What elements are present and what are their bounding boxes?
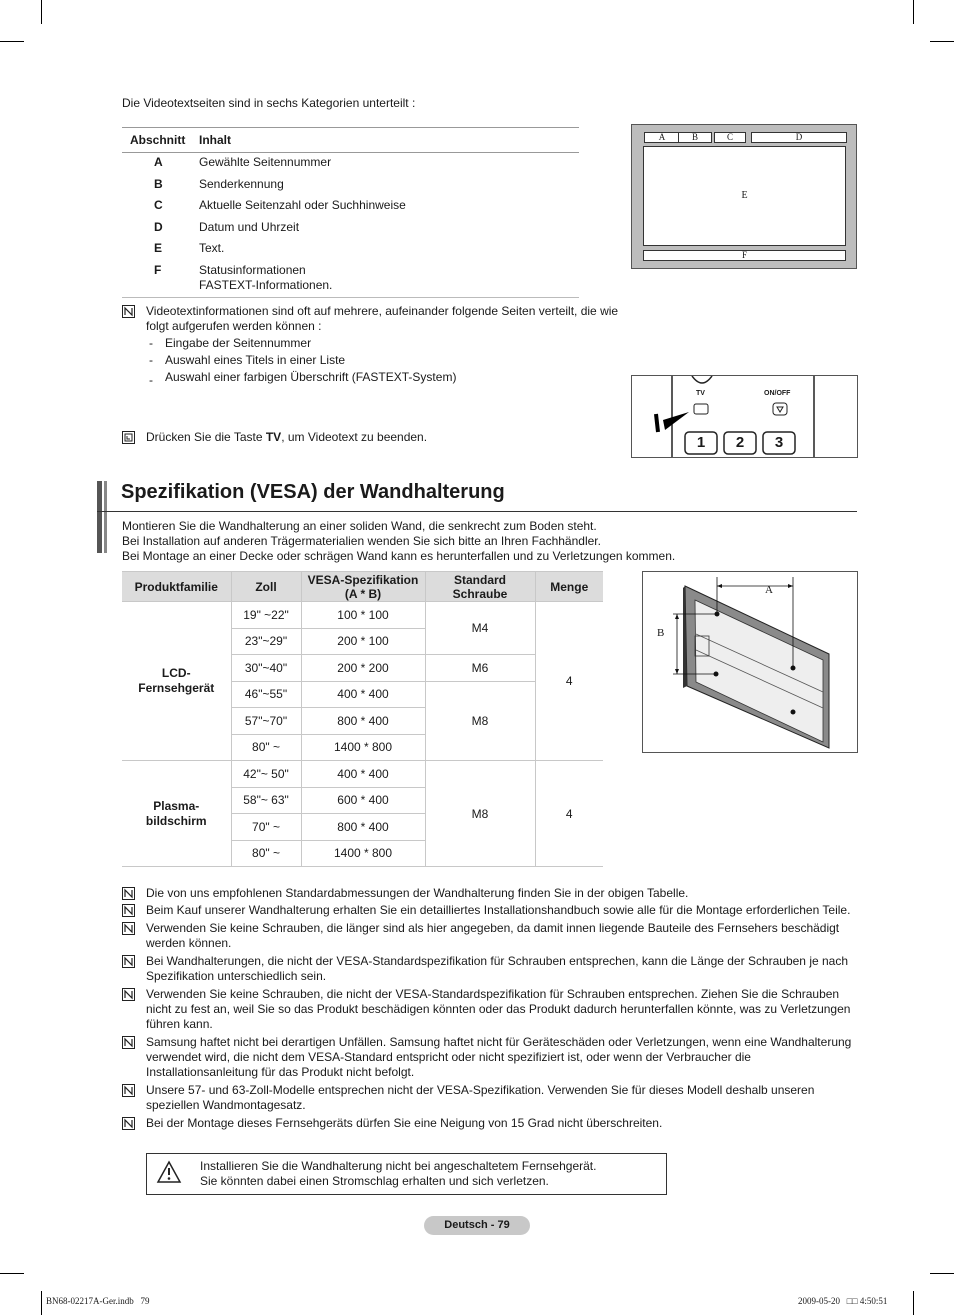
field-e: E	[643, 146, 846, 246]
cell-vesa: 800 * 400	[301, 814, 425, 841]
crop-mark	[41, 0, 42, 24]
cell-vesa: 1400 * 800	[301, 734, 425, 761]
divider	[122, 297, 579, 298]
cell-screw: M8	[425, 681, 535, 761]
dim-b-label: B	[657, 627, 665, 639]
cell-screw: M6	[425, 655, 535, 682]
note-icon	[122, 988, 135, 1001]
page-number-badge: Deutsch - 79	[424, 1216, 530, 1235]
footer-right: 2009-05-20 □□ 4:50:51	[798, 1296, 888, 1306]
tv-key: TV	[265, 430, 282, 444]
cell-vesa: 200 * 200	[301, 655, 425, 682]
list-item: - Eingabe der Seitennummer	[149, 336, 312, 350]
section-marker	[104, 481, 107, 553]
family-lcd: LCD-Fernsehgerät	[122, 602, 231, 761]
category-text: Statusinformationen	[199, 262, 306, 277]
tv-back-graphic	[643, 572, 857, 752]
col-header: VESA-Spezifikation (A * B)	[301, 572, 425, 602]
note-tv: Drücken Sie die Taste TV, um Videotext zu beenden.	[122, 430, 606, 445]
note-icon	[122, 305, 135, 318]
cell-vesa: 800 * 400	[301, 708, 425, 735]
col-header: Menge	[535, 572, 603, 602]
note-icon	[122, 922, 135, 935]
category-text-extra: FASTEXT-Informationen.	[199, 277, 333, 292]
desc-line: Bei Montage an einer Decke oder schrägen Wand kann es herunterfallen und zu Verletzungen kommen.	[122, 549, 676, 563]
header-section: Abschnitt	[130, 133, 186, 147]
crop-mark	[913, 1291, 914, 1315]
description	[122, 519, 842, 564]
note-icon	[122, 887, 135, 900]
vesa-table	[122, 571, 603, 867]
cell-vesa: 600 * 400	[301, 787, 425, 814]
list-item: Bei der Montage dieses Fernsehgeräts dürfen Sie eine Neigung von 15 Grad nicht überschreiten.	[122, 1116, 857, 1131]
cell-qty: 4	[535, 761, 603, 867]
cell-vesa: 100 * 100	[301, 602, 425, 629]
field-d: D	[751, 132, 847, 143]
note-pages-text: Videotextinformationen sind oft auf mehrere, aufeinander folgende Seiten verteilt, die wie folgt aufgerufen werden können :	[146, 304, 619, 333]
list-item: - Auswahl einer farbigen Überschrift (FASTEXT-System)	[149, 370, 457, 387]
field-c: C	[714, 132, 746, 143]
category-row	[122, 239, 579, 261]
crop-mark	[930, 1273, 954, 1274]
category-text: Text.	[199, 241, 225, 255]
category-row	[122, 261, 579, 298]
note-icon	[122, 904, 135, 917]
category-key: C	[154, 198, 163, 212]
cell-vesa: 200 * 100	[301, 628, 425, 655]
category-row	[122, 218, 579, 240]
cell-vesa: 400 * 400	[301, 761, 425, 788]
col-header: Produktfamilie	[122, 572, 231, 602]
list-item: Unsere 57- und 63-Zoll-Modelle entsprechen nicht der VESA-Spezifikation. Verwenden Sie für dieses Modell deshalb unseren speziellen Wandmontagesatz.	[122, 1083, 857, 1113]
cell-zoll: 46"~55"	[231, 681, 301, 708]
list-item: Samsung haftet nicht bei derartigen Unfällen. Samsung haftet nicht für Geräteschäden oder Verletzungen, wenn eine Wandhalterung verwendet wird, die nicht dem VESA-Standard entspricht oder nicht spezifiziert ist, oder wenn der Verbraucher die Installationsanleitung für das Produkt nicht befolgt.	[122, 1035, 857, 1080]
crop-mark	[41, 1291, 42, 1315]
cell-zoll: 23"~29"	[231, 628, 301, 655]
cell-screw: M8	[425, 761, 535, 867]
cell-vesa: 1400 * 800	[301, 840, 425, 867]
crop-mark	[930, 41, 954, 42]
onoff-button-label: ON/OFF	[764, 390, 791, 397]
cell-zoll: 80" ~	[231, 840, 301, 867]
list-item: Bei Wandhalterungen, die nicht der VESA-Standardspezifikation für Schrauben entsprechen, kann die Länge der Schrauben je nach Spezifikation unterschiedlich sein.	[122, 954, 857, 984]
teletext-diagram	[631, 124, 857, 269]
key-1: 1	[696, 434, 706, 451]
table-row	[122, 761, 603, 788]
category-row	[122, 175, 579, 197]
note-pages	[122, 304, 636, 334]
footer-left: BN68-02217A-Ger.indb 79	[46, 1296, 150, 1306]
section-marker	[97, 481, 102, 553]
notes-list	[122, 886, 857, 1131]
category-table	[122, 127, 579, 298]
bullet-list	[149, 336, 549, 387]
tv-button-label: TV	[696, 390, 705, 397]
category-row	[122, 153, 579, 175]
key-3: 3	[774, 434, 784, 451]
crop-mark	[0, 41, 24, 42]
key-2: 2	[735, 434, 745, 451]
category-text: Senderkennung	[199, 176, 284, 191]
category-text: Gewählte Seitennummer	[199, 155, 332, 169]
dim-a-label: A	[765, 584, 773, 596]
header-content: Inhalt	[199, 133, 231, 147]
desc-line: Montieren Sie die Wandhalterung an einer soliden Wand, die senkrecht zum Boden steht.	[122, 519, 597, 533]
intro-text: Die Videotextseiten sind in sechs Kategorien unterteilt :	[122, 96, 416, 110]
cell-zoll: 80" ~	[231, 734, 301, 761]
cell-zoll: 70" ~	[231, 814, 301, 841]
cell-zoll: 30"~40"	[231, 655, 301, 682]
category-key: A	[154, 155, 163, 169]
warning-icon	[156, 1160, 182, 1184]
cell-vesa: 400 * 400	[301, 681, 425, 708]
category-text: Datum und Uhrzeit	[199, 219, 300, 234]
cell-qty: 4	[535, 602, 603, 761]
wall-mount-diagram	[642, 571, 858, 753]
list-item: Die von uns empfohlenen Standardabmessungen der Wandhalterung finden Sie in der obigen Tabelle.	[122, 886, 857, 901]
field-f: F	[643, 250, 846, 261]
list-item: Verwenden Sie keine Schrauben, die länger sind als hier angegeben, da damit innen liegende Bauteile des Fernsehers beschädigt werden können.	[122, 921, 857, 951]
crop-mark	[913, 0, 914, 24]
category-key: F	[154, 262, 162, 277]
exit-note-icon	[122, 431, 135, 444]
note-icon	[122, 1036, 135, 1049]
note-icon	[122, 1117, 135, 1130]
list-item: - Auswahl eines Titels in einer Liste	[149, 353, 346, 367]
category-key: E	[154, 241, 163, 255]
category-key: D	[154, 219, 163, 234]
field-b: B	[678, 132, 712, 143]
family-plasma: Plasma-bildschirm	[122, 761, 231, 867]
col-header: Standard Schraube	[425, 572, 535, 602]
title-rule	[97, 511, 857, 512]
remote-illustration	[631, 375, 858, 458]
cell-zoll: 57"~70"	[231, 708, 301, 735]
note-icon	[122, 955, 135, 968]
section-title: Spezifikation (VESA) der Wandhalterung	[121, 481, 505, 503]
crop-mark	[0, 1273, 24, 1274]
category-row	[122, 196, 579, 218]
warning-text: Installieren Sie die Wandhalterung nicht bei angeschaltetem Fernsehgerät. Sie könnten dabei einen Stromschlag erhalten und sich verletzen.	[200, 1159, 597, 1188]
desc-line: Bei Installation auf anderen Trägermaterialien wenden Sie sich bitte an Ihren Fachhändler.	[122, 534, 601, 548]
warning-box	[146, 1153, 667, 1195]
list-item: Verwenden Sie keine Schrauben, die nicht der VESA-Standardspezifikation für Schrauben entsprechen. Ziehen Sie die Schrauben nicht zu fest an, weil Sie so das Produkt beschädigen könnten oder das Produkt dadurch herunterfallen könnte, was zu Verletzungen führen kann.	[122, 987, 857, 1032]
col-header: Zoll	[231, 572, 301, 602]
category-key: B	[154, 176, 163, 191]
field-a: A	[644, 132, 680, 143]
cell-zoll: 42"~ 50"	[231, 761, 301, 788]
cell-screw: M4	[425, 602, 535, 655]
category-text: Aktuelle Seitenzahl oder Suchhinweise	[199, 198, 406, 212]
cell-zoll: 58"~ 63"	[231, 787, 301, 814]
list-item: Beim Kauf unserer Wandhalterung erhalten Sie ein detailliertes Installationshandbuch sowie alle für die Montage erforderlichen Teile.	[122, 903, 857, 918]
cell-zoll: 19" ~22"	[231, 602, 301, 629]
note-icon	[122, 1084, 135, 1097]
table-row	[122, 602, 603, 629]
